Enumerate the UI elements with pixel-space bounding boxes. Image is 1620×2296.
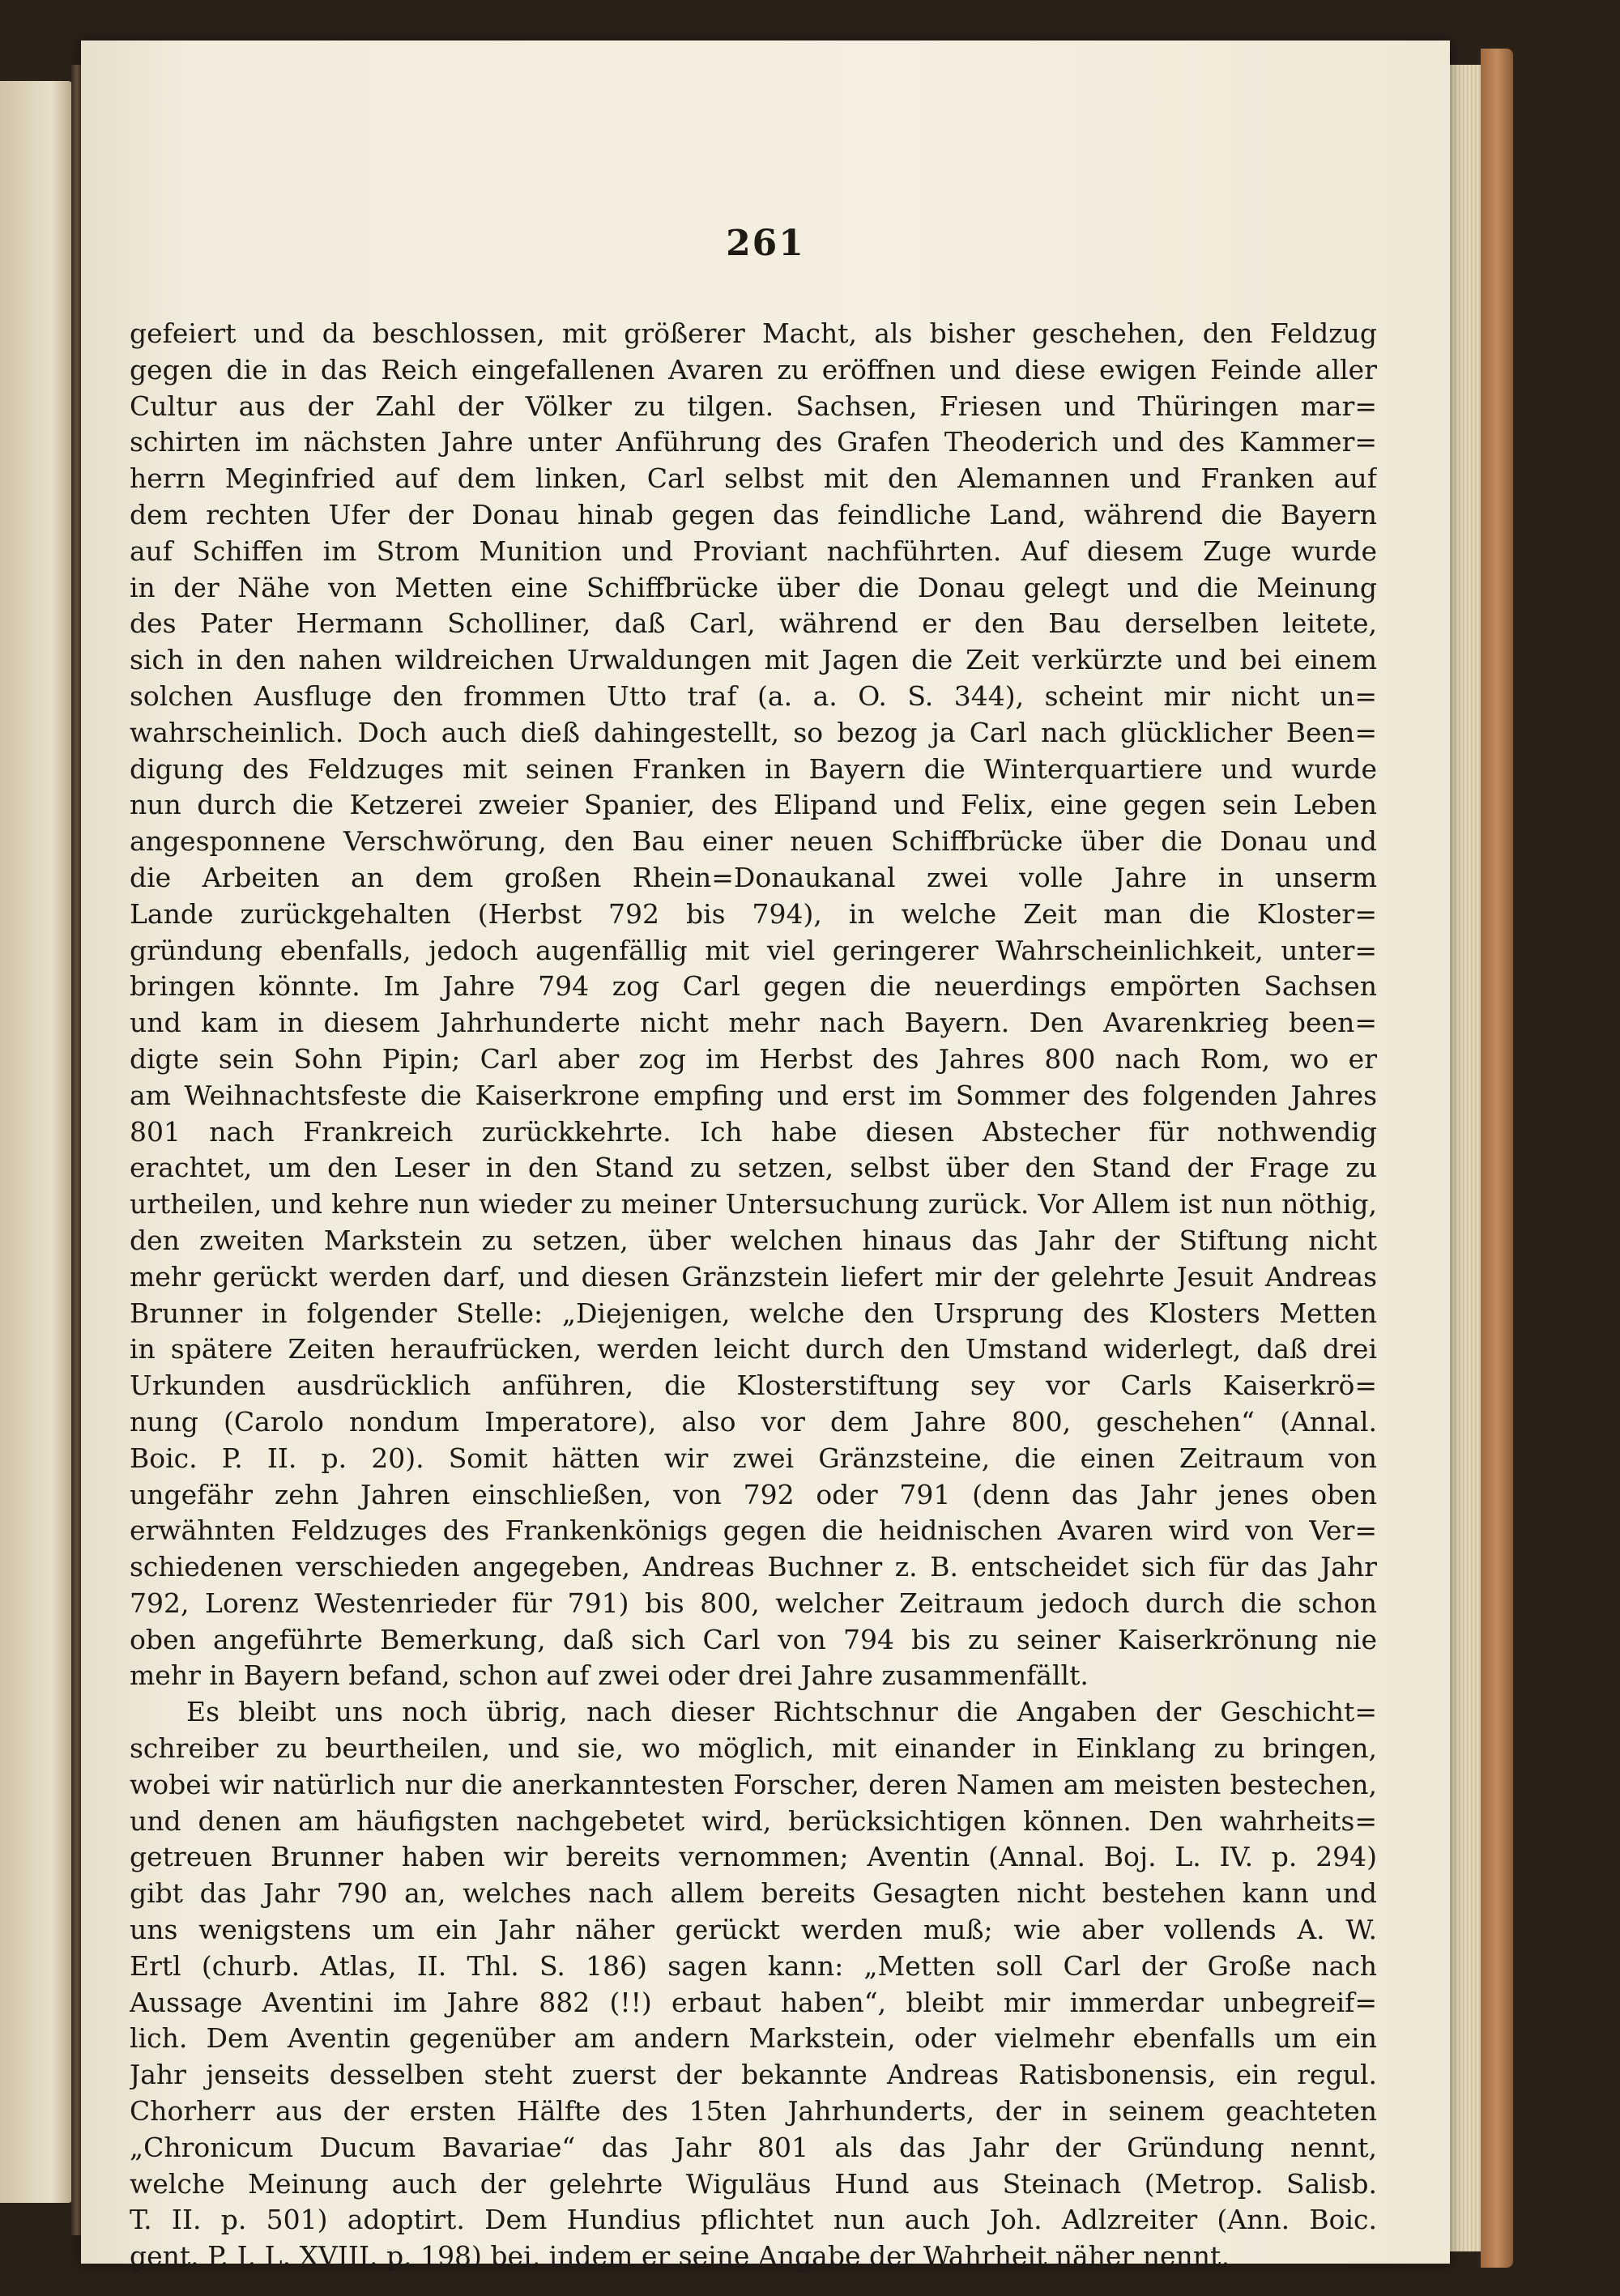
- text-line: in spätere Zeiten heraufrücken, werden leicht durch den Umstand widerlegt, daß drei: [130, 1333, 1377, 1365]
- text-line: Chorherr aus der ersten Hälfte des 15ten Jahrhunderts, der in seinem geachteten: [130, 2095, 1377, 2128]
- text-line: gefeiert und da beschlossen, mit größerer Macht, als bisher geschehen, den Feldzug: [130, 317, 1377, 349]
- text-line: sich in den nahen wildreichen Urwaldungen mit Jagen die Zeit verkürzte und bei einem: [130, 644, 1377, 676]
- text-line: am Weihnachtsfeste die Kaiserkrone empfing und erst im Sommer des folgenden Jahres: [130, 1079, 1377, 1111]
- text-line: Jahr jenseits desselben steht zuerst der bekannte Andreas Ratisbonensis, ein regul.: [130, 2059, 1377, 2091]
- text-line: den zweiten Markstein zu setzen, über welchen hinaus das Jahr der Stiftung nicht: [130, 1224, 1377, 1256]
- text-line: mehr in Bayern befand, schon auf zwei oder drei Jahre zusammenfällt.: [130, 1659, 1089, 1692]
- text-line: „Chronicum Ducum Bavariae“ das Jahr 801 als das Jahr der Gründung nennt,: [130, 2131, 1377, 2163]
- text-line: Brunner in folgender Stelle: „Diejenigen, welche den Ursprung des Klosters Metten: [130, 1297, 1377, 1329]
- text-line: bringen könnte. Im Jahre 794 zog Carl gegen die neuerdings empörten Sachsen: [130, 970, 1377, 1003]
- text-line: urtheilen, und kehre nun wieder zu meiner Untersuchung zurück. Vor Allem ist nun nöthig,: [130, 1188, 1377, 1220]
- text-line: solchen Ausfluge den frommen Utto traf (a. a. O. S. 344), scheint mir nicht un=: [130, 679, 1377, 712]
- page-text: [130, 316, 1377, 2275]
- text-line: nung (Carolo nondum Imperatore), also vor dem Jahre 800, geschehen“ (Annal.: [130, 1405, 1377, 1438]
- text-line: herrn Meginfried auf dem linken, Carl selbst mit den Alemannen und Franken auf: [130, 462, 1377, 495]
- text-line: dem rechten Ufer der Donau hinab gegen das feindliche Land, während die Bayern: [130, 498, 1377, 530]
- text-line: welche Meinung auch der gelehrte Wiguläus Hund aus Steinach (Metrop. Salisb.: [130, 2167, 1377, 2200]
- text-line: schiedenen verschieden angegeben, Andreas Buchner z. B. entscheidet sich für das Jahr: [130, 1551, 1377, 1583]
- text-line: uns wenigstens um ein Jahr näher gerückt werden muß; wie aber vollends A. W.: [130, 1914, 1377, 1946]
- text-line: auf Schiffen im Strom Munition und Proviant nachführten. Auf diesem Zuge wurde: [130, 535, 1377, 567]
- adjacent-page-edge: [0, 81, 73, 2203]
- book-page: [81, 40, 1450, 2273]
- text-line: des Pater Hermann Scholliner, daß Carl, während er den Bau derselben leitete,: [130, 607, 1377, 640]
- text-line: und kam in diesem Jahrhunderte nicht mehr nach Bayern. Den Avarenkrieg been=: [130, 1007, 1377, 1039]
- text-line: gegen die in das Reich eingefallenen Avaren zu eröffnen und diese ewigen Feinde aller: [130, 353, 1377, 386]
- text-line: gent. P. I. L. XVIII. p. 198) bei, indem er seine Angabe der Wahrheit näher nennt,: [130, 2240, 1230, 2273]
- text-line: 792, Lorenz Westenrieder für 791) bis 800, welcher Zeitraum jedoch durch die schon: [130, 1587, 1377, 1619]
- text-line: Lande zurückgehalten (Herbst 792 bis 794), in welche Zeit man die Kloster=: [130, 897, 1377, 930]
- text-line: digte sein Sohn Pipin; Carl aber zog im Herbst des Jahres 800 nach Rom, wo er: [130, 1042, 1377, 1075]
- text-line: in der Nähe von Metten eine Schiffbrücke über die Donau gelegt und die Meinung: [130, 571, 1377, 603]
- page-number: 261: [726, 223, 805, 264]
- text-line: gründung ebenfalls, jedoch augenfällig mit viel geringerer Wahrscheinlichkeit, unter=: [130, 934, 1377, 966]
- text-line: T. II. p. 501) adoptirt. Dem Hundius pflichtet nun auch Joh. Adlzreiter (Ann. Boic.: [130, 2204, 1377, 2236]
- text-line: 801 nach Frankreich zurückkehrte. Ich habe diesen Abstecher für nothwendig: [130, 1115, 1377, 1148]
- text-line: lich. Dem Aventin gegenüber am andern Markstein, oder vielmehr ebenfalls um ein: [130, 2022, 1377, 2055]
- text-line: getreuen Brunner haben wir bereits vernommen; Aventin (Annal. Boj. L. IV. p. 294): [130, 1841, 1377, 1873]
- text-line: mehr gerückt werden darf, und diesen Gränzstein liefert mir der gelehrte Jesuit Andreas: [130, 1260, 1377, 1293]
- text-line: Es bleibt uns noch übrig, nach dieser Richtschnur die Angaben der Geschicht=: [186, 1696, 1377, 1728]
- text-line: Aussage Aventini im Jahre 882 (!!) erbaut haben“, bleibt mir immerdar unbegreif=: [130, 1986, 1377, 2018]
- text-line: angesponnene Verschwörung, den Bau einer neuen Schiffbrücke über die Donau und: [130, 825, 1377, 858]
- text-line: oben angeführte Bemerkung, daß sich Carl von 794 bis zu seiner Kaiserkrönung nie: [130, 1623, 1377, 1655]
- text-line: und denen am häufigsten nachgebetet wird, berücksichtigen können. Den wahrheits=: [130, 1804, 1377, 1837]
- text-line: erachtet, um den Leser in den Stand zu setzen, selbst über den Stand der Frage zu: [130, 1152, 1377, 1184]
- book-cover-edge: [1481, 49, 1513, 2268]
- text-line: gibt das Jahr 790 an, welches nach allem bereits Gesagten nicht bestehen kann und: [130, 1877, 1377, 1910]
- text-line: ungefähr zehn Jahren einschließen, von 792 oder 791 (denn das Jahr jenes oben: [130, 1478, 1377, 1510]
- text-line: Ertl (churb. Atlas, II. Thl. S. 186) sagen kann: „Metten soll Carl der Große nach: [130, 1949, 1377, 1982]
- text-line: schreiber zu beurtheilen, und sie, wo möglich, mit einander in Einklang zu bringen,: [130, 1732, 1377, 1765]
- text-line: die Arbeiten an dem großen Rhein=Donaukanal zwei volle Jahre in unserm: [130, 861, 1377, 893]
- text-line: digung des Feldzuges mit seinen Franken in Bayern die Winterquartiere und wurde: [130, 752, 1377, 785]
- text-line: nun durch die Ketzerei zweier Spanier, des Elipand und Felix, eine gegen sein Leben: [130, 789, 1377, 821]
- text-line: wahrscheinlich. Doch auch dieß dahingestellt, so bezog ja Carl nach glücklicher Been=: [130, 716, 1377, 748]
- text-line: Urkunden ausdrücklich anführen, die Klosterstiftung sey vor Carls Kaiserkrö=: [130, 1370, 1377, 1402]
- text-line: schirten im nächsten Jahre unter Anführung des Grafen Theoderich und des Kammer=: [130, 426, 1377, 458]
- text-line: erwähnten Feldzuges des Frankenkönigs gegen die heidnischen Avaren wird von Ver=: [130, 1514, 1377, 1547]
- text-line: Boic. P. II. p. 20). Somit hätten wir zwei Gränzsteine, die einen Zeitraum von: [130, 1442, 1377, 1474]
- text-line: wobei wir natürlich nur die anerkanntesten Forscher, deren Namen am meisten bestechen,: [130, 1768, 1377, 1800]
- text-line: Cultur aus der Zahl der Völker zu tilgen. Sachsen, Friesen und Thüringen mar=: [130, 390, 1377, 422]
